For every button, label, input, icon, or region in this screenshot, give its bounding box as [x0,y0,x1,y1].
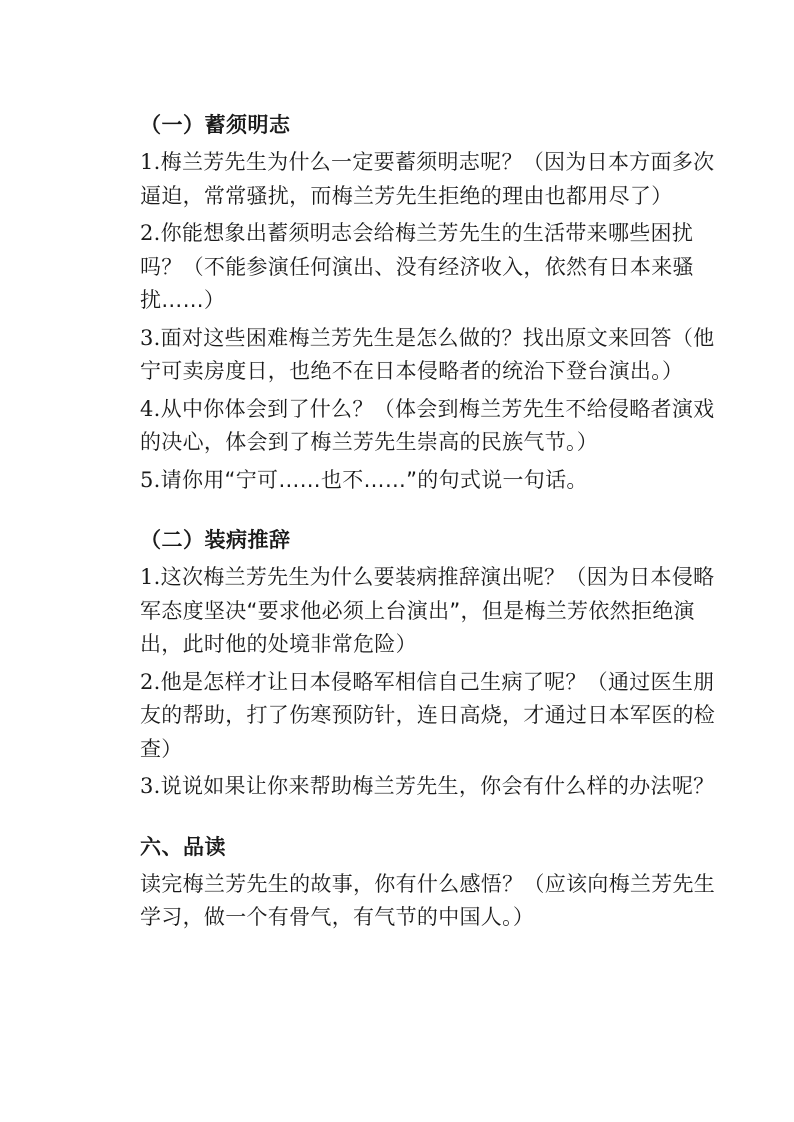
question-2-1 [140,561,720,662]
reflection-paragraph: 读完梅兰芳先生的故事，你有什么感悟？（应该向梅兰芳先生学习，做一个有骨气，有气节的中国人。） [140,871,716,929]
question-number: 4. [140,396,161,421]
question-1-3 [140,322,720,389]
section-gap [140,501,720,523]
question-number: 2. [140,669,161,694]
question-text: 请你用“宁可……也不……”的句式说一句话。 [160,467,588,492]
question-2-3 [140,770,720,804]
section-heading-2: （二）装病推辞 [140,528,291,552]
question-text: 说说如果让你来帮助梅兰芳先生，你会有什么样的办法呢？ [160,774,715,798]
question-1-2 [140,217,720,318]
question-text: 从中你体会到了什么？（体会到梅兰芳先生不给侵略者演戏的决心，体会到了梅兰芳先生崇高的民族气节。） [140,396,715,454]
question-number: 3. [140,774,161,798]
section-heading-1: （一）蓄须明志 [140,113,291,137]
section-heading-3: 六、品读 [140,834,226,859]
question-number: 2. [140,221,161,245]
question-number: 3. [140,325,161,350]
question-text: 这次梅兰芳先生为什么要装病推辞演出呢？（因为日本侵略军态度坚决“要求他必须上台演出”，但是梅兰芳依然拒绝演出，此时他的处境非常危险） [140,565,715,656]
question-text: 梅兰芳先生为什么一定要蓄须明志呢？（因为日本方面多次逼迫，常常骚扰，而梅兰芳先生拒绝的理由也都用尽了） [140,150,715,208]
question-1-4 [140,393,720,460]
question-text: 面对这些困难梅兰芳先生是怎么做的？找出原文来回答（他宁可卖房度日，也绝不在日本侵略者的统治下登台演出。） [140,325,715,383]
question-2-2 [140,666,720,767]
question-number: 5. [140,467,161,492]
question-number: 1. [140,150,161,174]
question-1-1 [140,146,720,213]
question-1-5 [140,464,720,498]
question-text: 你能想象出蓄须明志会给梅兰芳先生的生活带来哪些困扰吗？（不能参演任何演出、没有经济收入，依然有日本来骚扰……） [140,221,694,312]
question-text: 他是怎样才让日本侵略军相信自己生病了呢？（通过医生朋友的帮助，打了伤寒预防针，连日高烧，才通过日本军医的检查） [140,669,716,761]
section-gap [140,808,720,830]
document-content [140,108,720,939]
question-number: 1. [140,565,161,589]
